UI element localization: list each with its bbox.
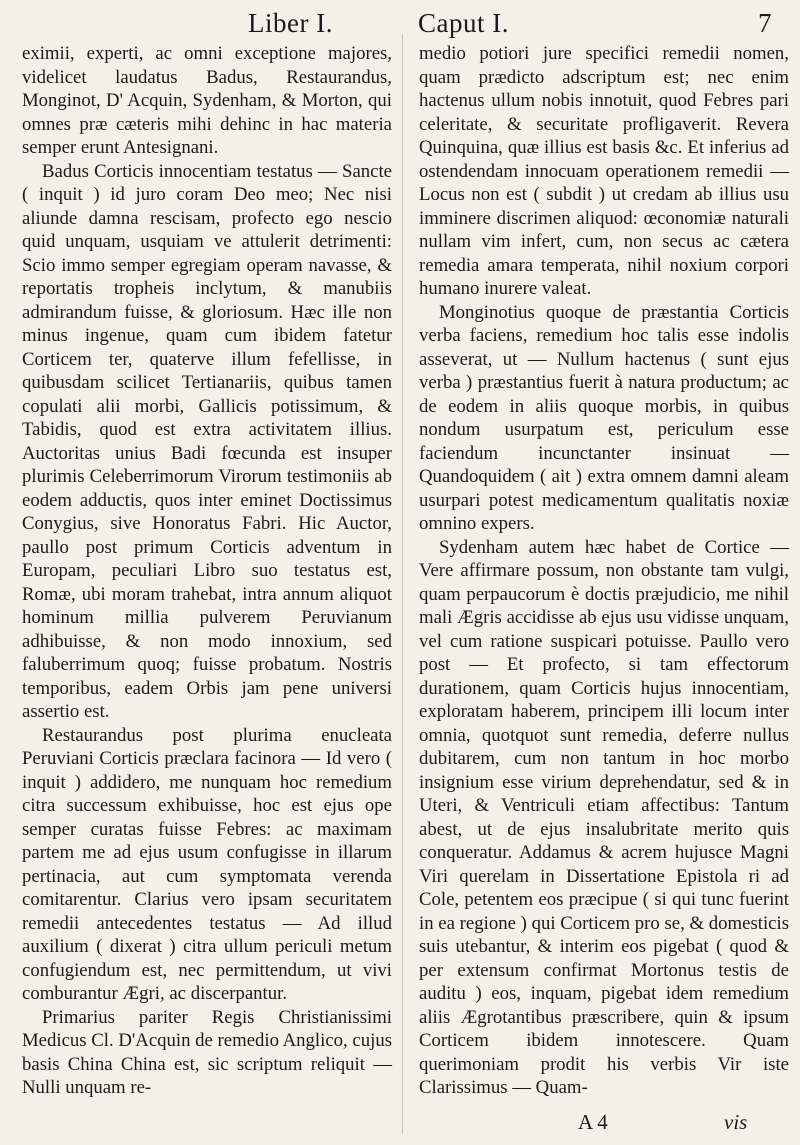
running-header [0,2,800,38]
text-column-left [22,42,392,1100]
paragraph: Primarius pariter Regis Christianissimi Medicus Cl. D'Acquin de remedio Anglico, cujus basis China China est, sic scriptum reliquit — Nulli unquam re- [22,1006,392,1098]
paragraph: Sydenham autem hæc habet de Cortice — Vere affirmare possum, non obstante tam vulgi, quam perpaucorum è doctis præjudicio, me nihil mali Ægris accidisse ab ejus usu vidisse unquam, vel cum ratione suspicari potuisse. Paullo vero post — Et profecto, si tam effectorum durationem, quam Corticis hujus innocentiam, exploratam haberem, principem illi locum inter omnia, quotquot sunt remedia, deferre nullus dubitarem, cum non tantum in hoc morbo insignium esse virium deprehendatur, sed & in Uteri, & Ventriculi etiam affectibus: Tantum abest, ut de ejus insalubritate merito quis conqueratur. Addamus & acrem hujusce Magni Viri querelam in Dissertatione Epistola ri ad Cole, petentem eos præcipue ( si qui tunc fuerint in ea regione ) qui Corticem pro se, & domesticis suis utebantur, & interim eos pigebat ( quod & per extensum confirmat Mortonus testis de auditu ) eos, inquam, pigebat idem remedium aliis Ægrotantibus præscribere, quin & ipsum Corticem ibidem innotescere. Quam querimoniam prodit his verbis Vir iste Clarissimus — Quam- [419,536,789,1098]
paragraph: Restaurandus post plurima enucleata Peruviani Corticis præclara facinora — Id vero ( inquit ) addidero, me nunquam hoc remedium citra successum exhibuisse, hoc est ejus ope semper curatas fuisse Febres: ac maximam partem me ad ejus usum confugisse in illarum pertinacia, aut cum symptomata verenda comitarentur. Clarius vero ipsam securitatem remedii antecedentes testatus — Ad illud auxilium ( dixerat ) citra ullum periculi metum confugiendum est, nec permittendum, ut vivi comburantur Ægri, ac discerpantur. [22,724,392,1004]
catchword: vis [724,1110,748,1134]
column-divider [402,34,403,1134]
page-number: 7 [758,8,772,38]
paragraph: eximii, experti, ac omni exceptione majores, videlicet laudatus Badus, Restaurandus, Monginot, D' Acquin, Sydenham, & Morton, qui omnes præ cæteris mihi dehinc in hac materia semper erunt Antesignani. [22,43,392,158]
text-column-right [419,42,789,1100]
paragraph: Monginotius quoque de præstantia Corticis verba faciens, remedium hoc talis esse indolis asseverat, ut — Nullum hactenus ( sunt ejus verba ) præstantius fuerit à natura productum; ac de eodem in aliis quoque morbis, in quibus nondum usurpatum est, periculum esse faciendum incunctanter insinuat — Quandoquidem ( ait ) extra omnem damni aleam usurpari potest medicamentum qualitatis noxiæ omnino expers. [419,301,789,534]
header-book-title: Liber I. [248,8,333,38]
header-chapter-title: Caput I. [418,8,509,38]
paragraph: medio potiori jure specifici remedii nomen, quam prædicto adscriptum est; nec enim hactenus ullum nobis innotuit, quod Febres pari celeritate, & securitate profligaverit. Revera Quinquina, quæ illius est basis &c. Et inferius ad ostendendam innocuam operationem remedii — Locus non est ( subdit ) ut credam ab illius usu imminere discrimen aliquod: œconomiæ naturali nullam vim infert, cum, non secus ac cætera remedia amara temperata, nihil noxium corpori humano inurere valeat. [419,43,789,299]
paragraph: Badus Corticis innocentiam testatus — Sancte ( inquit ) id juro coram Deo meo; Nec nisi aliunde damna rescisam, profecto ego nescio quid unquam, usquiam ve attulerit detrimenti: Scio immo semper egregiam operam navasse, & reportatis tropheis inclytum, & manubiis admirandum fuisse, & gloriosum. Hæc ille non minus ingenue, quam cum ibidem fatetur Corticem ter, quaterve illum fefellisse, in quibusdam scilicet Tertianariis, quibus tamen copulati alii morbi, Gallicis potissimum, & Tabidis, quod est extra activitatem illius. Auctoritas unius Badi fœcunda est insuper plurimis Celeberrimorum Virorum testimoniis ab eodem adductis, quos inter eminet Doctissimus Conygius, sive Honoratus Fabri. Hic Auctor, paullo post primum Corticis adventum in Europam, peculiari Libro suo testatus est, Romæ, ubi moram trahebat, intra annum aliquot hominum millia pulverem Peruvianum adhibuisse, & non modo innoxium, sed faluberrimum quoq; fuisse probatum. Nostris temporibus, eadem Orbis jam pene universi assertio est. [22,160,392,722]
signature-mark: A 4 [578,1110,608,1134]
